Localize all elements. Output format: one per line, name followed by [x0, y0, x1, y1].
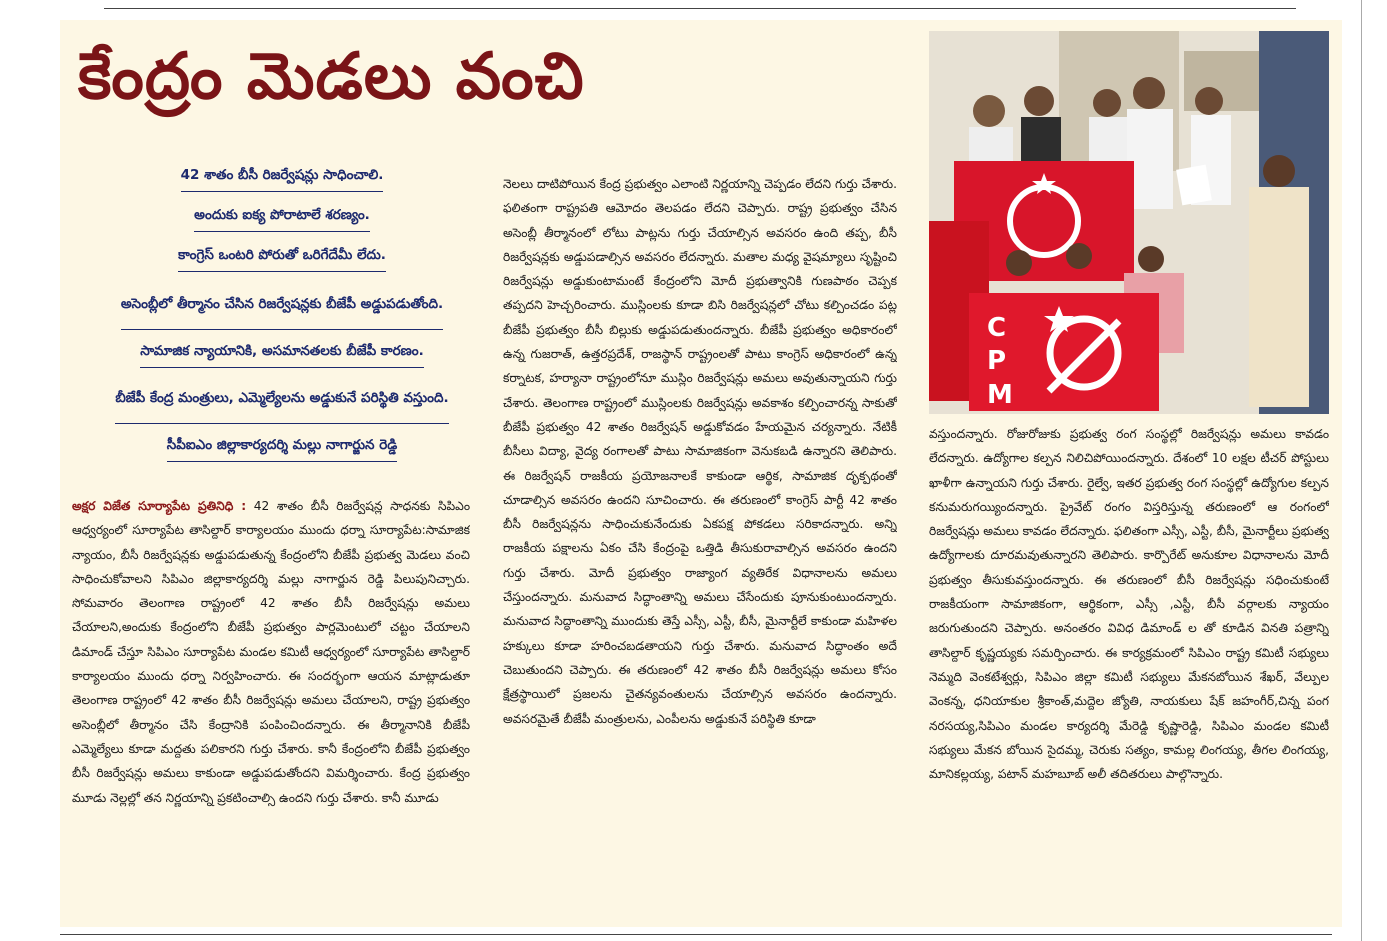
highlight-item: బీజేపీ కేంద్ర మంత్రులు, ఎమ్మెల్యేలను అడ్డుకునే పరిస్థితి వస్తుంది. [72, 378, 492, 434]
highlight-item: అందుకు ఐక్య పోరాటాలే శరణ్యం. [72, 202, 492, 242]
flag-letter-m: M [987, 380, 1013, 410]
highlight-item: సామాజిక న్యాయానికి, అసమానతలకు బీజేపీ కారణం. [72, 340, 492, 378]
article-column-2 [503, 172, 897, 924]
top-rule [104, 8, 1296, 9]
highlights-box [72, 158, 492, 472]
highlight-item: 42 శాతం బీసీ రిజర్వేషన్లు సాధించాలి. [72, 158, 492, 202]
bottom-rule [60, 934, 1332, 935]
flag-letter-c: C [987, 313, 1007, 343]
article-text-1: 42 శాతం బీసీ రిజర్వేషన్ల సాధనకు సిపిఎం ఆధ్వర్యంలో సూర్యాపేట తాసిల్దార్ కార్యాలయం ముందు ధర్నా సూర్యాపేట:సామాజిక న్యాయం, బీసీ రిజర్వేషన్లకు అడ్డుపడుతున్న కేంద్రంలోని బీజేపీ ప్రభుత్వ మెడలు వంచి సాధించుకోవాలని సిపిఎం జిల్లాకార్యదర్శి మల్లు నాగార్జున రెడ్డి పిలుపునిచ్చారు. సోమవారం తెలంగాణ రాష్ట్రంలో 42 శాతం బీసీ రిజర్వేషన్లు అమలు చేయాలని,అందుకు కేంద్రంలోని బీజేపీ ప్రభుత్వం పార్లమెంటులో చట్టం చేయాలని డిమాండ్ చేస్తూ సిపిఎం సూర్యాపేట మండల కమిటీ ఆధ్వర్యంలో సూర్యాపేట తాసిల్దార్ కార్యాలయం ముందు ధర్నా నిర్వహించారు. ఈ సందర్భంగా ఆయన మాట్లాడుతూ తెలంగాణ రాష్ట్రంలో 42 శాతం బీసీ రిజర్వేషన్లు అమలు చేయాలని, రాష్ట్ర ప్రభుత్వం అసెంబ్లీలో తీర్మానం చేసి కేంద్రానికి పంపించిందన్నారు. ఈ తీర్మానానికి బీజేపీ ఎమ్మెల్యేలు కూడా మద్దతు పలికారని గుర్తు చేశారు. కానీ కేంద్రంలోని బీజేపీ ప్రభుత్వం బీసీ రిజర్వేషన్లు అమలు కాకుండా అడ్డుపడుతోందని విమర్శించారు. కేంద్ర ప్రభుత్వం మూడు నెల్లల్లో తన నిర్ణయాన్ని ప్రకటించాల్సి ఉందని గుర్తు చేశారు. కానీ మూడు [72, 499, 470, 805]
flag-letter-p: P [987, 346, 1007, 376]
article-column-3 [929, 422, 1329, 924]
highlight-item: సీపీఐఎం జిల్లాకార్యదర్శి మల్లు నాగార్జున రెడ్డి [72, 434, 492, 472]
article-photo [929, 31, 1329, 414]
article-column-1 [72, 494, 470, 924]
byline: అక్షర విజేత సూర్యాపేట ప్రతినిధి : [72, 499, 247, 513]
article-text-2: నెలలు దాటిపోయిన కేంద్ర ప్రభుత్వం ఎలాంటి నిర్ణయాన్ని చెప్పడం లేదని గుర్తు చేశారు. ఫలితంగా రాష్ట్రపతి ఆమోదం తెలపడం లేదని చెప్పారు. రాష్ట్ర ప్రభుత్వం చేసిన అసెంబ్లీ తీర్మానంలో లోటు పాట్లను గుర్తు చేయాల్సిన అవసరం ఉంది తప్ప, బీసీ రిజర్వేషన్లకు అడ్డుపడాల్సిన అవసరం లేదన్నారు. మతాల మధ్య వైషమ్యాలు సృష్టించి రిజర్వేషన్లు అడ్డుకుంటామంటే కేంద్రంలోని మోదీ ప్రభుత్వానికి గుణపాఠం చెప్పక తప్పదని హెచ్చరించారు. ముస్లింలకు కూడా బిసి రిజర్వేషన్లలో చోటు కల్పించడం పట్ల బీజేపీ ప్రభుత్వం బీసీ బిల్లుకు అడ్డుపడుతుందన్నారు. బీజేపీ ప్రభుత్వం అధికారంలో ఉన్న గుజరాత్, ఉత్తరప్రదేశ్, రాజస్థాన్ రాష్ట్రంలతో పాటు కాంగ్రెస్ అధికారంలో ఉన్న కర్నాటక, హర్యానా రాష్ట్రంలోనూ ముస్లిం రిజర్వేషన్లు అమలు అవుతున్నాయని గుర్తు చేశారు. తెలంగాణ రాష్ట్రంలో ముస్లింలకు రిజర్వేషన్లు అవకాశం కల్పించారన్న సాకుతో బీజేపీ ప్రభుత్వం 42 శాతం రిజర్వేషన్ అడ్డుకోవడం హేయమైన చర్యన్నారు. నేటికీ బీసీలు విద్యా, వైద్య రంగాలతో పాటు సామాజికంగా వెనుకబడి ఉన్నారని తెలిపారు. ఈ రిజర్వేషన్ రాజకీయ ప్రయోజనాలకే కాకుండా ఆర్థిక, సామాజిక దృక్పథంతో చూడాల్సిన అవసరం ఉందని సూచించారు. ఈ తరుణంలో కాంగ్రెస్ పార్టీ 42 శాతం బీసీ రిజర్వేషన్లను సాధించుకునేందుకు ఏకపక్ష పోకడలు సరికాదన్నారు. అన్ని రాజకీయ పక్షాలను ఏకం చేసి కేంద్రంపై ఒత్తిడి తీసుకురావాల్సిన అవసరం ఉందని గుర్తు చేశారు. మోదీ ప్రభుత్వం రాజ్యాంగ వ్యతిరేక విధానాలను అమలు చేస్తుందన్నారు. మనువాద సిద్ధాంతాన్ని అమలు చేసేందుకు పూనుకుంటుందన్నారు. మనువాద సిద్ధాంతాన్ని ముందుకు తెస్తే ఎస్సీ, ఎస్టీ, బీసీ, మైనార్టీలే కాకుండా మహిళల హక్కులు కూడా హరించబడతాయని గుర్తు చేశారు. మనువాద సిద్ధాంతం అదే చెబుతుందని చెప్పారు. ఈ తరుణంలో 42 శాతం బీసీ రిజర్వేషన్లు అమలు కోసం క్షేత్రస్థాయిలో ప్రజలను చైతన్యవంతులను చేయాల్సిన అవసరం ఉందన్నారు. అవసరమైతే బీజేపీ మంత్రులను, ఎంపీలను అడ్డుకునే పరిస్థితి కూడా [503, 177, 897, 726]
article-text-3: వస్తుందన్నారు. రోజురోజుకు ప్రభుత్వ రంగ సంస్థల్లో రిజర్వేషన్లు అమలు కావడం లేదన్నారు. ఉద్యోగాల కల్పన నిలిచిపోయిందన్నారు. దేశంలో 10 లక్షల టీచర్ పోస్టులు ఖాళీగా ఉన్నాయని గుర్తు చేశారు. రైల్వే, ఇతర ప్రభుత్వ రంగ సంస్థల్లో ఉద్యోగుల కల్పన కనుమరుగయ్యిందన్నారు. ప్రైవేట్ రంగం విస్తరిస్తున్న తరుణంలో ఆ రంగంలో రిజర్వేషన్లు అమలు కావడం లేదన్నారు. ఫలితంగా ఎస్సీ, ఎస్టీ, బీసీ, మైనార్టీలు ప్రభుత్వ ఉద్యోగాలకు దూరమవుతున్నారని తెలిపారు. కార్పొరేట్ అనుకూల విధానాలను మోదీ ప్రభుత్వం తీసుకువస్తుందన్నారు. ఈ తరుణంలో బీసీ రిజర్వేషన్లు సధించుకుంటే రాజకీయంగా సామాజికంగా, ఆర్థికంగా, ఎస్సీ ,ఎస్టీ, బీసీ వర్గాలకు న్యాయం జరుగుతుందని చెప్పారు. అనంతరం వివిధ డిమాండ్ ల తో కూడిన వినతి పత్రాన్ని తాసిల్దార్ కృష్ణయ్యకు సమర్పించారు. ఈ కార్యక్రమంలో సిపిఎం రాష్ట్ర కమిటీ సభ్యులు నెమ్మది వెంకటేశ్వర్లు, సిపిఎం జిల్లా కమిటీ సభ్యులు మేకనబోయిన శేఖర్, వేల్పుల వెంకన్న, ధనియాకుల శ్రీకాంత్,మద్దెల జ్యోతి, నాయకులు షేక్ జహంగీర్,చిన్న పంగ నరసయ్య,సిపిఎం మండల కార్యదర్శి మేరెడ్డి కృష్ణారెడ్డి, సిపిఎం మండల కమిటీ సభ్యులు మేకన బోయిన సైదమ్మ, చెరుకు సత్యం, కామల్ల లింగయ్య, తీగల లింగయ్య, మానికల్లయ్య, పటాన్ మహబూబ్ అలీ తదితరులు పాల్గొన్నారు. [929, 427, 1329, 782]
headline: కేంద్రం మెడలు వంచి [78, 40, 585, 114]
right-margin-rule [1361, 0, 1362, 941]
highlight-item: అసెంబ్లీలో తీర్మానం చేసిన రిజర్వేషన్లకు బీజేపీ అడ్డుపడుతోంది. [72, 282, 492, 340]
highlight-item: కాంగ్రెస్ ఒంటరి పోరుతో ఒరిగేదేమీ లేదు. [72, 242, 492, 282]
